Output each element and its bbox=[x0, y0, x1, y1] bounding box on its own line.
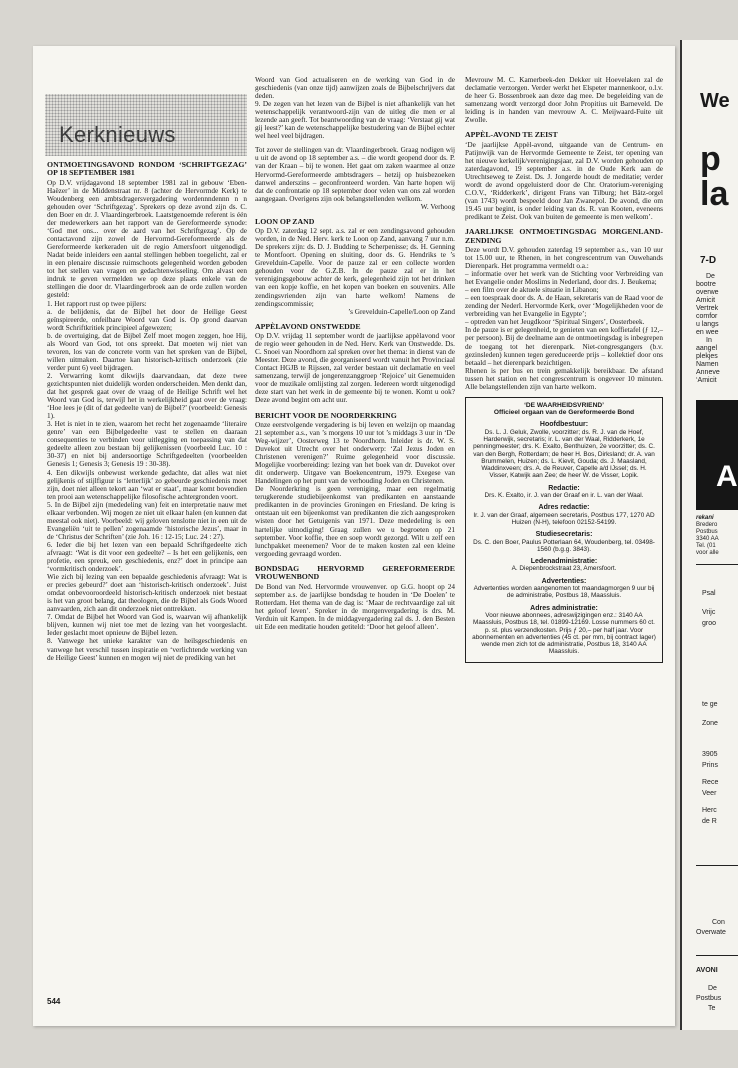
column-2 bbox=[255, 76, 455, 631]
ad-fragment bbox=[696, 966, 721, 1014]
colophon-heading: Hoofdbestuur: bbox=[539, 421, 589, 429]
paragraph: 3. Het is niet in te zien, waarom het recht het zogenaamde ‘literaire genre’ van een Bijbelgedeelte vast te stellen en daaraan consequenties te verbinden voor uitlegging en toepassing van dat gedeelte alleen zou bestaan bij gelijkenissen (voorbeeld Luc. 10 : 30-37) en niet bij andersoortige Schriftgedeelten (voorbeelden Genesis 1; Genesis 3; Genesis 19 : 30-38). bbox=[47, 420, 247, 469]
signature: ’s Grevelduin-Capelle/Loon op Zand bbox=[348, 307, 455, 316]
divider-line bbox=[696, 564, 738, 565]
paragraph: – een film over de aktuele situatie in Libanon; bbox=[465, 286, 599, 295]
family-notice-fragment bbox=[696, 588, 718, 827]
heading-appel-avond-zeist: APPÈL-AVOND TE ZEIST bbox=[465, 130, 558, 140]
text-line: In bbox=[706, 337, 712, 344]
colophon-text: Voor nieuwe abonnees, adreswijzigingen enz.: 3140 AA Maassluis, Postbus 18, tel. 01899-12169. Losse nummers 60 ct. p. st. plus verzendkosten. Prijs ƒ 20,– per half jaar. Voor abonnementen en advertenties (45 ct. per mm, bij contract lager) wende men zich tot de administratie, Postbus 18, 3140 AA Maassluis. bbox=[472, 611, 656, 656]
colophon-text: Ds. C. den Boer, Paulus Potterlaan 64, Woudenberg, tel. 03498-1560 (b.g.g. 3843). bbox=[473, 538, 655, 553]
paragraph: 7. Omdat de Bijbel het Woord van God is, waarvan wij afhankelijk blijven, kunnen wij niet toe met de lezing van het voorgeslacht. Ieder geslacht moet opnieuw de Bijbel lezen. bbox=[47, 613, 247, 638]
colophon-text: Drs. K. Exalto, ir. J. van der Graaf en ir. L. van der Waal. bbox=[484, 492, 644, 500]
text-line: Bredero bbox=[696, 522, 718, 528]
paragraph: a. de belijdenis, dat de Bijbel het door de Heilige Geest geïnspireerde, onfeilbare Woord van God is. Op grond daarvan wordt Schriftkritiek principieel afgewezen; bbox=[47, 307, 247, 332]
text-line: Veer bbox=[702, 790, 717, 797]
text-line: Vrijc bbox=[702, 609, 716, 616]
text-line: groo bbox=[702, 620, 717, 627]
paragraph: 6. Ieder die bij het lezen van een bepaald Schriftgedeelte zich afvraagt: ‘Wat is dit voor een gedeelte? – Is het een gelijkenis, een profetie, een spreuk, een geschiedenis, enz?’ doet in principe aan ‘vormkritisch onderzoek’. bbox=[47, 540, 247, 574]
text-line: Vertrek bbox=[696, 305, 719, 312]
text-line: Herc bbox=[702, 807, 717, 814]
paragraph: 1. Het rapport rust op twee pijlers: bbox=[47, 299, 147, 308]
text-line: 3340 AA bbox=[696, 536, 719, 542]
ad-heading-fragment: p bbox=[700, 140, 721, 178]
text-line: Prins bbox=[702, 762, 718, 769]
ad-dark-block bbox=[696, 400, 738, 510]
text-line: Tel. (01 bbox=[696, 543, 716, 549]
column-1 bbox=[47, 161, 247, 662]
paragraph: Rhenen is per bus en trein gemakkelijk bereikbaar. De afstand tussen het station en het congrescentrum is ongeveer 10 minuten. Alle belangstellenden zijn van harte welkom. bbox=[465, 366, 663, 391]
heading-ontmoetingsavond: ONTMOETINGSAVOND RONDOM ‘SCHRIFTGEZAG’ OP 18 SEPTEMBER 1981 bbox=[47, 160, 247, 178]
page-number: 544 bbox=[47, 997, 61, 1006]
magazine-page bbox=[33, 46, 675, 1026]
colophon-text: Ir. J. van der Graaf, algemeen secretaris, Postbus 177, 1270 AD Huizen (N-H), telefoon 02152-54199. bbox=[473, 511, 655, 526]
colophon-heading: Studiesecretaris: bbox=[535, 531, 593, 539]
paragraph: In de pauze is er gelegenheid, te genieten van een koffietafel (ƒ 12,– per persoon). Bij de deelname aan de ontmoetingsdag is inbegrepen de toegang tot het dierenpark. Niet-congresgangers (b.v. gezinsleden) kunnen tegen gereduceerde prijs – kollektief door ons betaald – het dierenpark bezichtigen. bbox=[465, 326, 663, 367]
paragraph: Woord van God actualiseren en de werking van God in de geschiedenis (van onze tijd) aanwijzen zoals de Bijbelschrijvers dat deden. bbox=[255, 76, 455, 101]
text-line: AVONI bbox=[696, 967, 718, 974]
text-line: Postbus bbox=[696, 995, 722, 1002]
text-line: te ge bbox=[702, 701, 718, 708]
paragraph: 2. Verwarring komt dikwijls daarvandaan, dat deze twee gezichtspunten niet duidelijk worden onderscheiden. Men denkt dan, dat het gesprek gaat over de vraag of de Heilige Schrift wel het Woord van God is, terwijl het in werkelijkheid gaat over de vraag: ‘Hoe lees je (dit of dat gedeelte van) de Bijbel?’ (voorbeeld: Genesis 1). bbox=[47, 371, 247, 421]
paragraph: b. de overtuiging, dat de Bijbel Zelf moet mogen zeggen, hoe Hij, als Woord van God, tot ons spreekt. Dat moeten wij niet van tevoren, los van de concrete vorm van het spreken van de Bijbel, willen uitmaken. Daartoe kan historisch-kritisch onderzoek (zie verder punt 6) veel bijdragen. bbox=[47, 331, 247, 372]
colophon-heading: Adres redactie: bbox=[538, 504, 590, 512]
paragraph: ‘De jaarlijkse Appèl-avond, uitgaande van de Centrum- en Patijnwijk van de Hervormde Gemeente te Zeist, ter opening van het nieuwe kerkelijk/verenigingsjaar, zal D.V. worden gehouden op zaterdagavond, 19 september a.s. in de Oude Kerk aan de Utrechtseweg te Zeist. Ds. J. Jongerde houdt de meditatie; verder wordt de avond opgeluisterd door de Chr. Oratorium-vereniging C.O.V., ‘Ridderkerk’, dirigent Frans van Tilburg; het Bätz-orgel (van 1743) wordt bespeeld door Jan Zwanepol. De avond, die om 19.45 uur begint, is onder leiding van ds. R. van Kooten, eveneens predikant te Zeist. Ook van buiten de gemeente is men welkom’. bbox=[465, 140, 663, 222]
paragraph: – optreden van het Jeugdkoor ‘Spiritual Singers’, Oosterbeek. bbox=[465, 318, 645, 327]
heading-noorderkring: BERICHT VOOR DE NOORDERKRING bbox=[255, 410, 397, 420]
kerknieuws-masthead bbox=[45, 94, 247, 156]
ad-fragment bbox=[696, 918, 726, 938]
text-line: comfor bbox=[696, 313, 718, 320]
masthead-title: Kerknieuws bbox=[59, 122, 176, 147]
text-line: Psal bbox=[702, 590, 716, 597]
text-line: Anneve bbox=[696, 369, 720, 376]
colophon-heading: Redactie: bbox=[548, 484, 580, 492]
text-line: Postbus bbox=[696, 529, 718, 535]
adjacent-page-fragment bbox=[680, 40, 738, 1030]
colophon-heading: Advertenties: bbox=[541, 577, 587, 585]
paragraph: – een toespraak door ds. A. de Haan, sekretaris van de Raad voor de zending der Nederl. Hervormde Kerk, over ‘Mogelijkheden voor de verbreiding van het Evangelie in Egypte’; bbox=[465, 294, 663, 319]
ad-address-fragment bbox=[696, 515, 719, 557]
paragraph: Wie zich bij lezing van een bepaalde geschiedenis afvraagt: Wat is er precies gebeurd?’ doet aan ‘historisch-kritisch onderzoek’. Juist omdat onbevooroordeeld historisch-kritisch onderzoek niet bestaat is het van groot belang, dat theologen, die de Bijbel als Gods Woord aanvaarden, zich aan dit onderzoek niet onttrekken. bbox=[47, 573, 247, 614]
colophon-text: Advertenties worden aangenomen tot maandagmorgen 9 uur bij de administratie, Postbus 18, Maassluis. bbox=[473, 585, 655, 600]
paragraph: 8. Vanwege het unieke karakter van de heilsgeschiedenis en vanwege het verschil tussen inspiratie en ‘verlichtende werking van de Heilige Geest’ kunnen en mogen wij niet de prediking van het bbox=[47, 637, 247, 662]
colophon-subtitle: Officieel orgaan van de Gereformeerde Bond bbox=[493, 409, 635, 417]
colophon-title: ‘DE WAARHEIDSVRIEND’ bbox=[524, 401, 604, 409]
paragraph: Onze eerstvolgende vergadering is bij leven en welzijn op maandag 21 september a.s., van ’s morgens 10 uur tot ’s middags 3 uur in ‘De Weg-wijzer’, Oosterweg 13 te Noordhorn. Inleider is dr. W. S. Duvekot uit Utrecht over het onderwerp: ‘Zal Jezus Joden en Christenen verenigen?’ Ruime gelegenheid voor discussie. Mogelijke voorbereiding: lezing van het boek van dr. Duvekot over dit onderwerp. Uitgave van Boekencentrum, 1979. Exegese van Handelingen op het punt van de verhouding Joden en Christenen. bbox=[255, 420, 455, 486]
text-line: voor alle bbox=[696, 550, 719, 556]
text-line: en wee bbox=[696, 329, 719, 336]
colophon-box bbox=[465, 397, 663, 663]
divider-line bbox=[696, 955, 738, 956]
text-line: overwe bbox=[696, 289, 719, 296]
ad-heading-fragment: We bbox=[700, 90, 730, 112]
paragraph: Deze wordt D.V. gehouden zaterdag 19 september a.s., van 10 uur tot 15.00 uur, te Rhenen, in het congrescentrum van Ouwehands Dierenpark. Het programma vermeldt o.a.: bbox=[465, 245, 663, 271]
text-line: Con bbox=[712, 919, 725, 926]
text-line: Amicit bbox=[696, 297, 716, 304]
heading-appelavond-onstwedde: APPÈLAVOND ONSTWEDDE bbox=[255, 321, 361, 331]
heading-bondsdag: BONDSDAG HERVORMD GEREFORMEERDE VROUWENBOND bbox=[255, 563, 455, 582]
text-line: De bbox=[708, 985, 717, 992]
paragraph: Tot zover de stellingen van dr. Vlaardingerbroek. Graag nodigen wij u uit de avond op 18 september a.s. – die wordt geopend door ds. P. van der Kraan – bij te wonen. Het gaat om zaken waarmee al onze Hervormd-Gereformeerde ambtsdragers – hetzij op huisbezoeken danwel anderszins – geconfronteerd worden. Van harte hopen wij dat de confrontatie op 18 september door velen van ons zal worden aangegaan. Overigens zijn ook belangstellenden welkom. bbox=[255, 146, 455, 203]
text-line: 3905 bbox=[702, 751, 718, 758]
heading-loon-op-zand: LOON OP ZAND bbox=[255, 216, 315, 226]
column-3 bbox=[465, 76, 663, 663]
ad-heading-fragment: la bbox=[700, 175, 729, 213]
colophon-heading: Ledenadministratie: bbox=[530, 558, 598, 566]
text-line: bootre bbox=[696, 281, 716, 288]
text-line: plekjes bbox=[696, 353, 718, 360]
text-line: Namen bbox=[696, 361, 719, 368]
paragraph: De Noorderkring is geen vereniging, maar een regelmatig terugkerende studiebijeenkomst van predikanten en aanstaande predikanten in de provincies Groningen en Friesland. De kring is ontstaan uit een bijeenkomst van predikanten die zich aangesproken wisten door het Getuigenis van 1971. Deze mededeling is een hartelijke uitnodiging! Graag zullen we u begroeten op 21 september. Voor koffie, thee en soep wordt gezorgd. Wilt u zelf een lunchpakket meenemen? Voor de te maken kosten zal een kleine vergoeding gevraagd worden. bbox=[255, 485, 455, 558]
paragraph: 4. Een dikwijls onbewust werkende gedachte, dat alles wat niet gelijkenis of stijlfiguur is ‘letterlijk’ zo gebeurde geschiedenis moet zijn, doet niet alleen tekort aan ‘wat er staat’, maar komt bovendien ten prooi aan wetenschappelijke filosofische achtergronden voort. bbox=[47, 468, 247, 501]
text-line: rekani bbox=[696, 515, 714, 521]
text-line: Zone bbox=[702, 720, 718, 727]
text-line: aangel bbox=[696, 345, 718, 352]
heading-morgenland-zending: JAARLIJKSE ONTMOETINGSDAG MORGENLAND-ZENDING bbox=[465, 227, 663, 245]
ad-banner-fragment: 7-D bbox=[700, 255, 717, 266]
ad-dark-letter: A bbox=[716, 460, 738, 493]
text-line: De bbox=[706, 273, 715, 280]
paragraph: 5. In de Bijbel zijn (mededeling van) feit en interpretatie nauw met elkaar verbonden. Wij mogen ze niet uit elkaar halen (en kunnen dat meestal ook niet). Voorbeeld: wij geloven tenslotte niet in een uit de Evangeliën ‘uit te pellen’ zogenaamde ‘historische Jezus’, maar in de ‘Christus der Schriften’ (zie Joh. 16 : 12-15; Luc. 24 : 27). bbox=[47, 500, 247, 541]
text-line: ‘Amicit bbox=[696, 377, 717, 384]
signature: W. Verhoog bbox=[420, 202, 455, 211]
ad-text-fragment bbox=[696, 273, 720, 385]
text-line: de R bbox=[702, 818, 717, 825]
paragraph: Op D.V. zaterdag 12 sept. a.s. zal er een zendingsavond gehouden worden, in de Ned. Herv. kerk te Loon op Zand, aanvang 7 uur n.m. De sprekers zijn: ds. D. J. Budding te Scherpenisse; ds. H. Genning te Montfoort. Opening en sluiting, door ds. G. Hendriks te ’s Grevelduin-Capelle. Voor de pauze zal er een collecte worden gehouden voor de G.Z.B. In de pauze zal er in het verenigingsgebouw achter de kerk, gelegenheid zijn tot het drinken van een kopje koffie, en het kopen van boeken en souvenirs. Alle zendingsvrienden zijn van harte welkom! Namens de zendingscommissie; bbox=[255, 227, 455, 308]
colophon-text: A. Diepenbrockstraat 23, Amersfoort. bbox=[511, 565, 617, 573]
paragraph: – informatie over het werk van de Stichting voor Verbreiding van het Evangelie onder Moslims in Nederland, door drs. J. Beukema; bbox=[465, 270, 663, 287]
text-line: u langs bbox=[696, 321, 719, 328]
colophon-text: Ds. L. J. Geluk, Zwolle, voorzitter; ds. R. J. van de Hoef, Harderwijk, secretaris; ir. L. van der Waal, Ridderkerk, 1e penningmeester; drs. K. Exalto, Benthuizen, 2e voorzitter; ds. C. van den Bergh, Rotterdam; de heer H. Bos, Dirksland; dr. A. van Brummelen, Huizen; ds. L. Kievit, Gouda; ds. J. Maasland, Waddinxveen; drs. A. de Reuver, Capelle a/d IJssel; ds. H. Visser, Katwijk aan Zee; de heer W. de Visser, Lopik. bbox=[473, 428, 655, 480]
paragraph: De Bond van Ned. Hervormde vrouwenver. op G.G. hoopt op 24 september a.s. de jaarlijkse bondsdag te houden in ‘De Doelen’ te Rotterdam. Het thema van de dag is: ‘Maar de rechtvaardige zal uit het geloof leven’. Spreker in de morgenvergadering is drs. M. Verduin uit Kampen. In de middagvergadering zal ds. J. den Besten uit Ede een meditatie houden getiteld: ‘Door het geloof alleen’. bbox=[255, 582, 455, 631]
text-line: Overwate bbox=[696, 929, 726, 936]
paragraph: 9. De zegen van het lezen van de Bijbel is niet afhankelijk van het wetenschappelijk verantwoord-zijn van de uitleg die men er al lezende aan geeft. Tot beantwoording van de vraag: ‘Verstaat gij wat gij leest?’ kan de wetenschappelijke bestudering van de Bijbel echter wel heel veel bijdragen. bbox=[255, 100, 455, 141]
paragraph: Op D.V. vrijdagavond 18 september 1981 zal in gebouw ‘Eben-Haëzer’ in de Middenstraat nr. 8 (achter de Hervormde Kerk) te Woudenberg een ambtsdragersvergadering wordennndennn n n gehouden over ‘Schriftgezag’. Sprekers op deze avond zijn ds. C. den Boer en dr. J. Vlaardingerbroek. Laatstgenoemde referent is één der medewerkers aan het rapport van de Gereformeerde synode: ‘God met ons... over de aard van het Schriftgezag’. Op de contactavond zijn zowel de Hervormd-Gereformeerde als de Gereformeerde kerkeraden uit de regio Amersfoort uitgenodigd. Nadat beide inleiders een aantal stellingen hebben toegelicht, zal er in een plenaire discussie ruimschoots gelegenheid worden geboden tot het stellen van vragen en gedachtenwisseling. Om alvast een indruk te geven vermelden we op deze plaats enkele van de stellingen die door dr. Vlaardingerbroek aan de orde zullen worden gesteld: bbox=[47, 178, 247, 300]
paragraph: Mevrouw M. C. Kamerbeek-den Dekker uit Hoevelaken zal de declamatie verzorgen. Verder werkt het Elspeter mannenkoor, o.l.v. de heer G. Bossenbroek aan deze dag mee. De begeleiding van de samenzang wordt verzorgd door John Propitius uit Barneveld. De leiding is in handen van mevrouw A. C. Meijwaard-Fuite uit Zwolle. bbox=[465, 76, 663, 125]
divider-line bbox=[696, 865, 738, 866]
colophon-heading: Adres administratie: bbox=[530, 604, 598, 612]
text-line: Te bbox=[708, 1005, 716, 1012]
text-line: Rece bbox=[702, 779, 719, 786]
paragraph: Op D.V. vrijdag 11 september wordt de jaarlijkse appèlavond voor de regio weer gehouden in de Ned. Herv. Kerk van Onstwedde. Ds. C. Snoei van Noordhorn zal spreken over het thema: in dienst van de Meester. Deze avond, die georganiseerd wordt vanuit het Provinciaal Contact HGJB te Rijssen, zal verder bestaan uit declamatie en veel samenzang, terwijl de jongerenzanggroep ‘Rejoice’ uit Genemuiden voor de muzikale omlijsting zal zorgen. Iedereen wordt uitgenodigd deze start van het werk in de gemeente bij te wonen. Komt u ook? Deze avond begint om acht uur. bbox=[255, 332, 455, 405]
